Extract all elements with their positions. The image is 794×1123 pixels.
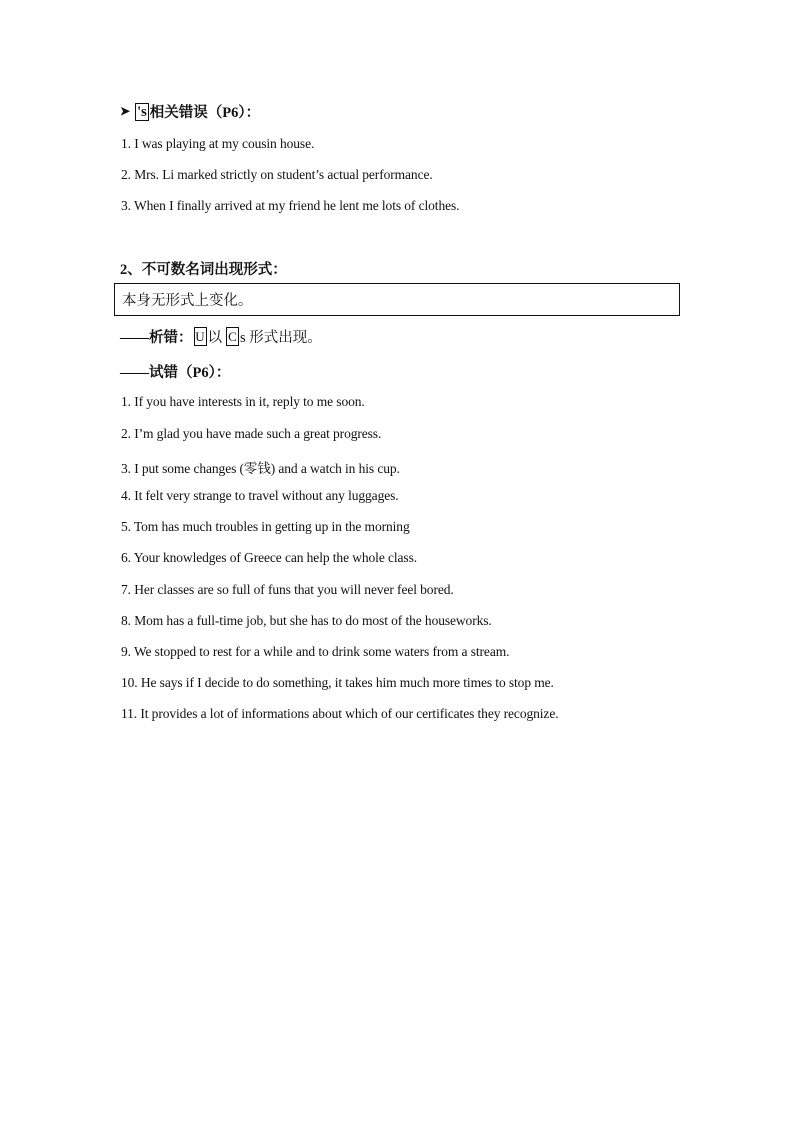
sentence-line: 5. Tom has much troubles in getting up in the morning (121, 519, 410, 534)
sentence-line: 7. Her classes are so full of funs that you will never feel bored. (121, 582, 454, 597)
analysis-line (120, 326, 322, 347)
analysis-mid: 以 (207, 330, 222, 346)
try-tail: （P6）： (178, 365, 231, 381)
sentence-line: 3. When I finally arrived at my friend he lent me lots of clothes. (121, 198, 460, 213)
sentence-line: 2. Mrs. Li marked strictly on student’s actual performance. (121, 167, 433, 182)
sentence-line: 6. Your knowledges of Greece can help the whole class. (121, 550, 418, 565)
sentence-line: 8. Mom has a full-time job, but she has to do most of the houseworks. (121, 613, 492, 628)
sentence-line: 1. I was playing at my cousin house. (121, 136, 315, 151)
sentence-line: 10. He says if I decide to do something, it takes him much more times to stop me. (121, 675, 554, 690)
analysis-tail: s 形式出现。 (240, 330, 322, 346)
sentence-line: 1. If you have interests in it, reply to me soon. (121, 394, 365, 409)
try-line (120, 361, 230, 382)
sentence-line: 2. I’m glad you have made such a great progress. (121, 426, 382, 441)
sentence-line: 11. It provides a lot of informations about which of our certificates they recognize. (121, 706, 559, 721)
sentence-line: 9. We stopped to rest for a while and to drink some waters from a stream. (121, 644, 510, 659)
rule-box (114, 283, 680, 316)
arrow-bullet-icon: ➤ (120, 104, 131, 118)
rule-text: 本身无形式上变化。 (122, 293, 253, 309)
section-heading-uncountable (120, 258, 287, 279)
try-label: ——试错 (120, 365, 178, 381)
boxed-letter-u: U (195, 329, 205, 344)
section-heading-possessive (120, 101, 260, 122)
sentence-line: 4. It felt very strange to travel without any luggages. (121, 488, 399, 503)
section-title: 相关错误（P6）： (149, 105, 261, 121)
section-title: 2、不可数名词出现形式： (120, 262, 287, 278)
boxed-letter-c: C (226, 327, 239, 346)
boxed-token: 's (137, 103, 147, 120)
analysis-label: ——析错： (120, 330, 193, 346)
sentence-line: 3. I put some changes (零钱) and a watch in his cup. (121, 461, 400, 476)
